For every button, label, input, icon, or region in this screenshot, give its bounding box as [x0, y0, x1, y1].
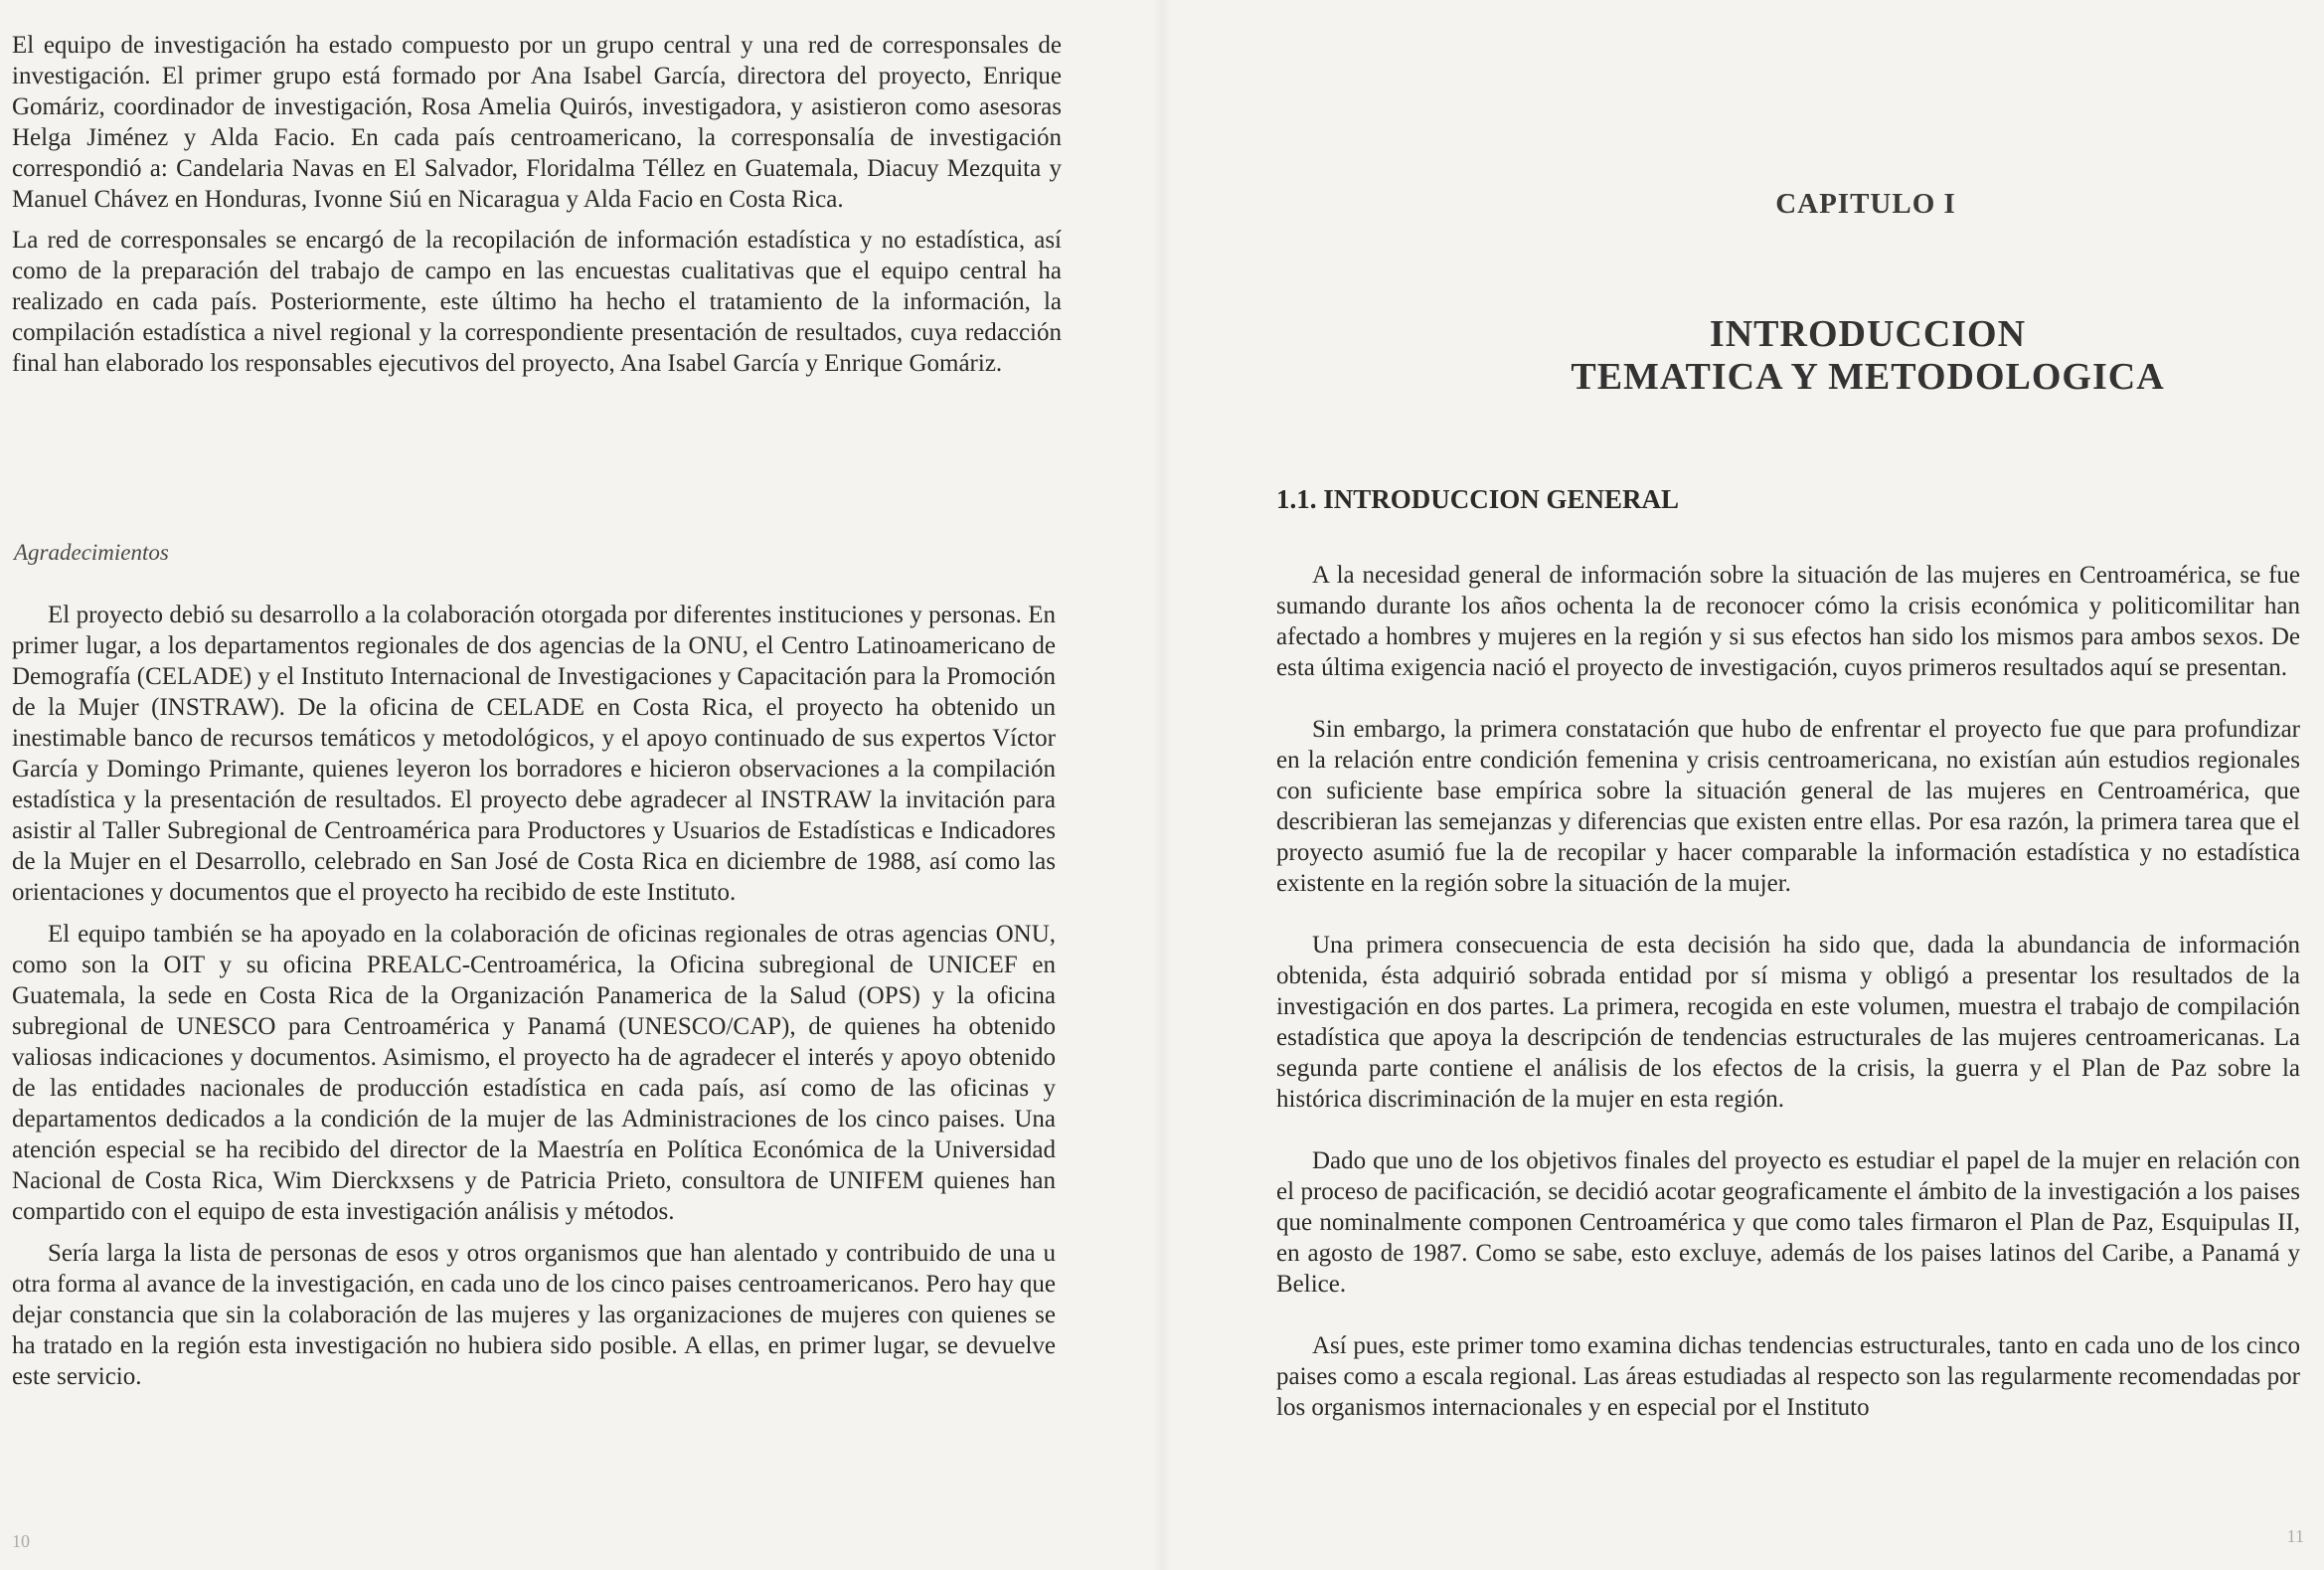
- chapter-title: [1450, 313, 2285, 399]
- acknowledgements-title: Agradecimientos: [14, 540, 169, 565]
- right-page: [1162, 0, 2324, 1570]
- acknowledgements-column: [0, 600, 1060, 1392]
- page-number-right: 11: [2286, 1526, 2304, 1546]
- intro-paragraph-5: Así pues, este primer tomo examina dichas tendencias estructurales, tanto en cada uno de los cinco paises como a escala regional. Las áreas estudiadas al respecto son las regularmente recomendadas por los organismos internacionales y en especial por el Instituto: [1276, 1332, 2300, 1421]
- team-paragraph: El equipo de investigación ha estado compuesto por un grupo central y una red de corresponsales de investigación. El primer grupo está formado por Ana Isabel García, directora del proyecto, Enrique Gomáriz, coordinador de investigación, Rosa Amelia Quirós, investigadora, y asistieron como asesoras Helga Jiménez y Alda Facio. En cada país centroamericano, la corresponsalía de investigación correspondió a: Candelaria Navas en El Salvador, Floridalma Téllez en Guatemala, Diacuy Mezquita y Manuel Chávez en Honduras, Ivonne Siú en Nicaragua y Alda Facio en Costa Rica.: [12, 32, 1062, 213]
- ack-paragraph-1: El proyecto debió su desarrollo a la colaboración otorgada por diferentes instituciones y personas. En primer lugar, a los departamentos regionales de dos agencias de la ONU, el Centro Latinoamericano de Demografía (CELADE) y el Instituto Internacional de Investigaciones y Capacitación para la Promoción de la Mujer (INSTRAW). De la oficina de CELADE en Costa Rica, el proyecto ha obtenido un inestimable banco de recursos temáticos y metodológicos, y el apoyo continuado de sus expertos Víctor García y Domingo Primante, quienes leyeron los borradores e hicieron observaciones a la compilación estadística y la presentación de resultados. El proyecto debe agradecer al INSTRAW la invitación para asistir al Taller Subregional de Centroamérica para Productores y Usuarios de Estadísticas e Indicadores de la Mujer en el Desarrollo, celebrado en San José de Costa Rica en diciembre de 1988, así como las orientaciones y documentos que el proyecto ha recibido de este Instituto.: [12, 602, 1056, 906]
- correspondents-paragraph: La red de corresponsales se encargó de la recopilación de información estadística y no estadística, así como de la preparación del trabajo de campo en las encuestas cualitativas que el equipo central ha realizado en cada país. Posteriormente, este último ha hecho el tratamiento de la información, la compilación estadística a nivel regional y la correspondiente presentación de resultados, cuya redacción final han elaborado los responsables ejecutivos del proyecto, Ana Isabel García y Enrique Gomáriz.: [12, 227, 1062, 377]
- intro-paragraph-3: Una primera consecuencia de esta decisión ha sido que, dada la abundancia de información obtenida, ésta adquirió sobrada entidad por sí misma y obligó a presentar los resultados de la investigación en dos partes. La primera, recogida en este volumen, muestra el trabajo de compilación estadística que apoya la descripción de tendencias estructurales de las mujeres centroamericanas. La segunda parte contiene el análisis de los efectos de la crisis, la guerra y el Plan de Paz sobre la histórica discriminación de la mujer en esta región.: [1276, 932, 2300, 1113]
- left-column: [0, 30, 1060, 379]
- ack-paragraph-3: Sería larga la lista de personas de esos y otros organismos que han alentado y contribuido de una u otra forma al avance de la investigación, en cada uno de los cinco paises centroamericanos. Pero hay que dejar constancia que sin la colaboración de las mujeres y las organizaciones de mujeres con quienes se ha tratado en la región esta investigación no hubiera sido posible. A ellas, en primer lugar, se devuelve este servicio.: [12, 1240, 1056, 1390]
- intro-paragraph-4: Dado que uno de los objetivos finales del proyecto es estudiar el papel de la mujer en relación con el proceso de pacificación, se decidió acotar geograficamente el ámbito de la investigación a los paises que nominalmente componen Centroamérica y que como tales firmaron el Plan de Paz, Esquipulas II, en agosto de 1987. Como se sabe, esto excluye, además de los paises latinos del Caribe, a Panamá y Belice.: [1276, 1147, 2300, 1298]
- chapter-title-line-1: INTRODUCCION: [1709, 313, 2027, 355]
- right-column: [1276, 560, 2300, 1423]
- intro-paragraph-1: A la necesidad general de información sobre la situación de las mujeres en Centroamérica, se fue sumando durante los años ochenta la de reconocer cómo la crisis económica y politicomilitar han afectado a hombres y mujeres en la región y si sus efectos han sido los mismos para ambos sexos. De esta última exigencia nació el proyecto de investigación, cuyos primeros resultados aquí se presentan.: [1276, 562, 2300, 681]
- page-number-left: 10: [12, 1531, 30, 1551]
- ack-paragraph-2: El equipo también se ha apoyado en la colaboración de oficinas regionales de otras agencias ONU, como son la OIT y su oficina PREALC-Centroamérica, la Oficina subregional de UNICEF en Guatemala, la sede en Costa Rica de la Organización Panamerica de la Salud (OPS) y la oficina subregional de UNESCO para Centroamérica y Panamá (UNESCO/CAP), de quienes ha obtenido valiosas indicaciones y documentos. Asimismo, el proyecto ha de agradecer el interés y apoyo obtenido de las entidades nacionales de producción estadística en cada país, así como de las oficinas y departamentos dedicados a la condición de la mujer de las Administraciones de los cinco paises. Una atención especial se ha recibido del director de la Maestría en Política Económica de la Universidad Nacional de Costa Rica, Wim Dierckxsens y de Patricia Prieto, consultora de UNIFEM quienes han compartido con el equipo de esta investigación análisis y métodos.: [12, 921, 1056, 1225]
- chapter-title-line-2: TEMATICA Y METODOLOGICA: [1571, 356, 2165, 398]
- chapter-label: CAPITULO I: [1775, 188, 1956, 220]
- section-heading: 1.1. INTRODUCCION GENERAL: [1276, 484, 1680, 514]
- intro-paragraph-2: Sin embargo, la primera constatación que hubo de enfrentar el proyecto fue que para profundizar en la relación entre condición femenina y crisis centroamericana, no existían aún estudios regionales con suficiente base empírica sobre la situación general de las mujeres en Centroamérica, que describieran las semejanzas y diferencias que existen entre ellas. Por esa razón, la primera tarea que el proyecto asumió fue la de recopilar y hacer comparable la información estadística y no estadística existente en la región sobre la situación de la mujer.: [1276, 716, 2300, 897]
